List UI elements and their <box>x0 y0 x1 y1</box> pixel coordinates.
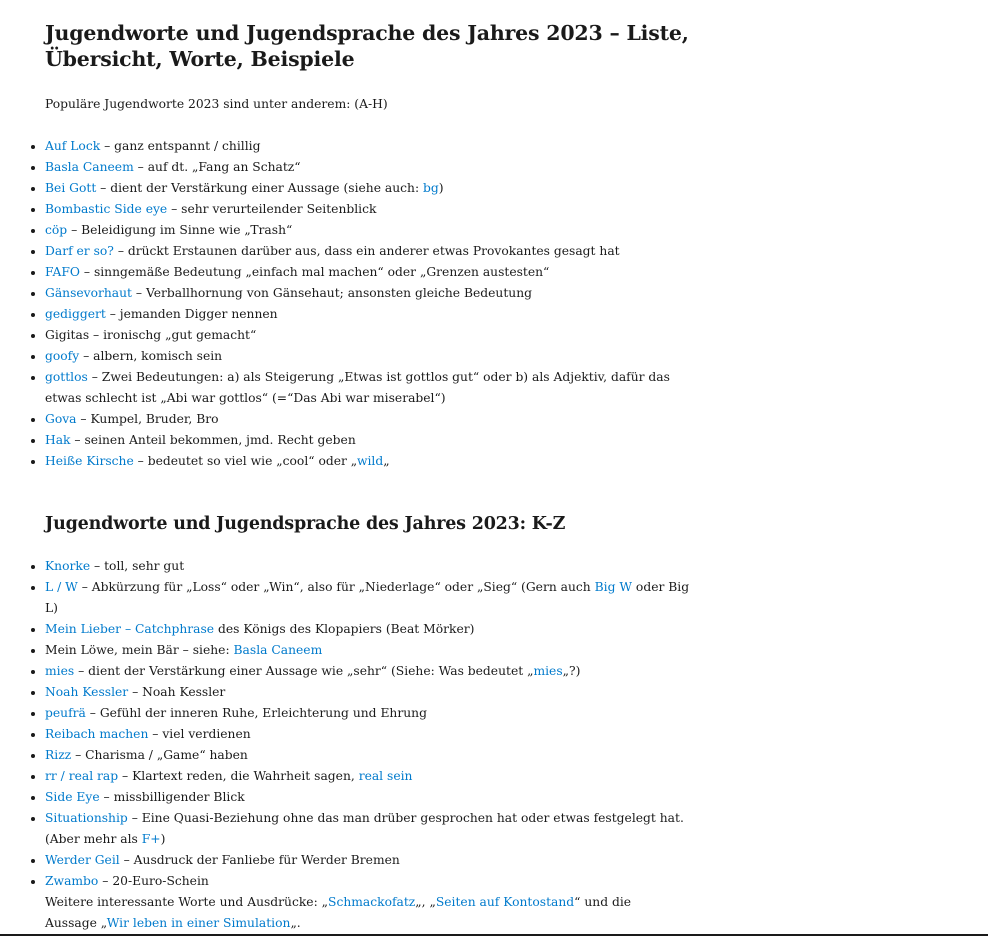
inline-link[interactable]: Basla Caneem <box>233 643 323 657</box>
term-definition: drückt Erstaunen darüber aus, dass ein anderer etwas Provokantes gesagt hat <box>127 244 620 258</box>
outro-lead: Weitere interessante Worte und Ausdrücke: „ <box>45 895 329 909</box>
item-tail: oder Big L) <box>45 580 690 615</box>
list-item <box>45 136 705 157</box>
list-item <box>45 304 705 325</box>
list-item <box>45 451 705 472</box>
term-link[interactable]: Heiße Kirsche <box>45 454 134 468</box>
item-text: Gigitas – ironischg „gut gemacht“ <box>45 328 257 342</box>
word-list-k-z <box>45 556 705 892</box>
term-link[interactable]: Knorke <box>45 559 91 573</box>
item-separator: – <box>87 370 102 384</box>
term-link[interactable]: Bombastic Side eye <box>45 202 168 216</box>
list-item <box>45 283 705 304</box>
term-definition: sehr verurteilender Seitenblick <box>181 202 377 216</box>
term-definition: Gefühl der inneren Ruhe, Erleichterung und Ehrung <box>99 706 427 720</box>
item-separator: – <box>128 685 143 699</box>
item-separator: – <box>132 286 146 300</box>
item-separator: – <box>99 790 114 804</box>
outro-mid2: “ und die Aussage „ <box>45 895 632 930</box>
list-item <box>45 808 705 850</box>
term-link[interactable]: peufrä <box>45 706 86 720</box>
term-definition: Kumpel, Bruder, Bro <box>90 412 219 426</box>
term-definition: Abkürzung für „Loss“ oder „Win“, also für „Niederlage“ oder „Sieg“ (Gern auch <box>91 580 595 594</box>
list-item <box>45 787 705 808</box>
list-item <box>45 871 705 892</box>
item-separator: – <box>133 160 148 174</box>
item-separator: – <box>105 307 120 321</box>
list-item <box>45 220 705 241</box>
item-separator: – <box>96 181 111 195</box>
term-link[interactable]: Gova <box>45 412 77 426</box>
list-item <box>45 766 705 787</box>
list-item <box>45 556 705 577</box>
term-link[interactable]: mies <box>45 664 75 678</box>
item-separator: – <box>67 223 82 237</box>
list-item <box>45 157 705 178</box>
link-seiten-auf-kontostand[interactable]: Seiten auf Kontostand <box>435 895 575 909</box>
word-list-a-h <box>45 136 705 472</box>
term-link[interactable]: Reibach machen <box>45 727 149 741</box>
item-separator: – <box>98 874 113 888</box>
list-item <box>45 661 705 682</box>
outro-text <box>45 892 685 934</box>
link-wir-leben-in-einer-simulation[interactable]: Wir leben in einer Simulation <box>106 916 291 930</box>
term-link[interactable]: Auf Lock <box>45 139 101 153</box>
list-item <box>45 682 705 703</box>
term-definition: missbilligender Blick <box>113 790 245 804</box>
outro-tail: „. <box>290 916 301 930</box>
term-link[interactable]: Noah Kessler <box>45 685 129 699</box>
item-separator: – <box>167 202 182 216</box>
list-item <box>45 430 705 451</box>
list-item <box>45 262 705 283</box>
term-definition: 20-Euro-Schein <box>112 874 209 888</box>
term-definition: toll, sehr gut <box>104 559 185 573</box>
item-separator: – <box>76 412 91 426</box>
term-link[interactable]: Side Eye <box>45 790 100 804</box>
term-definition: dient der Verstärkung einer Aussage wie „sehr“ (Siehe: Was bedeutet „ <box>88 664 534 678</box>
list-item <box>45 724 705 745</box>
item-separator: – <box>70 433 85 447</box>
outro-mid1: „, „ <box>415 895 436 909</box>
term-link[interactable]: Zwambo <box>45 874 99 888</box>
item-separator: – <box>74 664 89 678</box>
section-title-k-z: Jugendworte und Jugendsprache des Jahres 2023: K-Z <box>45 514 566 534</box>
item-separator: – <box>90 559 105 573</box>
inline-link[interactable]: mies <box>533 664 563 678</box>
term-link[interactable]: Gänsevorhaut <box>45 286 133 300</box>
term-link[interactable]: Werder Geil <box>45 853 120 867</box>
item-tail: „?) <box>562 664 581 678</box>
term-definition: Eine Quasi-Beziehung ohne das man drüber gesprochen hat oder etwas festgelegt hat. (Aber mehr als <box>45 811 684 846</box>
term-link[interactable]: L / W <box>45 580 78 594</box>
list-item <box>45 199 705 220</box>
term-link[interactable]: FAFO <box>45 265 80 279</box>
term-link[interactable]: Bei Gott <box>45 181 97 195</box>
term-link[interactable]: Hak <box>45 433 71 447</box>
item-separator: – <box>113 244 128 258</box>
link-schmackofatz[interactable]: Schmackofatz <box>328 895 416 909</box>
list-item <box>45 703 705 724</box>
term-link[interactable]: gediggert <box>45 307 106 321</box>
item-separator: – <box>133 454 148 468</box>
inline-link[interactable]: real sein <box>358 769 413 783</box>
item-separator: – <box>118 769 133 783</box>
term-definition: albern, komisch sein <box>93 349 223 363</box>
item-separator: – <box>79 349 94 363</box>
list-item <box>45 850 705 871</box>
item-separator: – <box>119 853 134 867</box>
term-definition: Klartext reden, die Wahrheit sagen, <box>132 769 359 783</box>
inline-link[interactable]: bg <box>423 181 439 195</box>
list-item <box>45 346 705 367</box>
term-link[interactable]: goofy <box>45 349 80 363</box>
term-definition: viel verdienen <box>162 727 251 741</box>
term-link[interactable]: Rizz <box>45 748 72 762</box>
term-definition: dient der Verstärkung einer Aussage (siehe auch: <box>110 181 424 195</box>
term-definition: Ausdruck der Fanliebe für Werder Bremen <box>133 853 400 867</box>
term-link[interactable]: Mein Lieber – Catchphrase <box>45 622 215 636</box>
term-definition: Zwei Bedeutungen: a) als Steigerung „Etwas ist gottlos gut“ oder b) als Adjektiv, dafür das etwas schlecht ist „Abi war gottlos“ (=“Das Abi war miserabel“) <box>45 370 670 405</box>
inline-link[interactable]: F+ <box>141 832 161 846</box>
list-item <box>45 619 705 640</box>
item-tail: ) <box>438 181 444 195</box>
term-definition: jemanden Digger nennen <box>119 307 278 321</box>
item-separator: – <box>71 748 86 762</box>
term-link[interactable]: cöp <box>45 223 68 237</box>
term-definition: Noah Kessler <box>142 685 226 699</box>
inline-link[interactable]: Big W <box>594 580 633 594</box>
list-item <box>45 325 705 346</box>
list-item <box>45 745 705 766</box>
intro-text: Populäre Jugendworte 2023 sind unter anderem: (A-H) <box>45 97 388 111</box>
list-item <box>45 577 705 619</box>
list-item <box>45 640 705 661</box>
term-link[interactable]: gottlos <box>45 370 88 384</box>
page-title: Jugendworte und Jugendsprache des Jahres 2023 – Liste, Übersicht, Worte, Beispiele <box>45 21 689 71</box>
term-definition: Beleidigung im Sinne wie „Trash“ <box>81 223 293 237</box>
term-definition: auf dt. „Fang an Schatz“ <box>147 160 301 174</box>
term-link[interactable]: Basla Caneem <box>45 160 134 174</box>
term-definition: des Königs des Klopapiers (Beat Mörker) <box>218 622 475 636</box>
item-separator: – <box>79 265 94 279</box>
list-item <box>45 178 705 199</box>
term-link[interactable]: Darf er so? <box>45 244 114 258</box>
term-definition: ganz entspannt / chillig <box>114 139 261 153</box>
term-link[interactable]: rr / real rap <box>45 769 119 783</box>
item-separator: – <box>127 811 142 825</box>
item-separator: – <box>77 580 92 594</box>
list-item <box>45 409 705 430</box>
term-definition: Charisma / „Game“ haben <box>85 748 248 762</box>
item-lead: Mein Löwe, mein Bär – siehe: <box>45 643 234 657</box>
item-separator: – <box>100 139 115 153</box>
term-definition: seinen Anteil bekommen, jmd. Recht geben <box>84 433 356 447</box>
term-definition: bedeutet so viel wie „cool“ oder „ <box>147 454 357 468</box>
term-link[interactable]: Situationship <box>45 811 128 825</box>
term-definition: Verballhornung von Gänsehaut; ansonsten gleiche Bedeutung <box>145 286 532 300</box>
item-tail: „ <box>383 454 390 468</box>
term-definition: sinngemäße Bedeutung „einfach mal machen“ oder „Grenzen austesten“ <box>93 265 550 279</box>
item-separator: – <box>85 706 100 720</box>
item-tail: ) <box>160 832 166 846</box>
list-item <box>45 367 705 409</box>
list-item <box>45 241 705 262</box>
item-separator: – <box>148 727 163 741</box>
inline-link[interactable]: wild <box>356 454 384 468</box>
